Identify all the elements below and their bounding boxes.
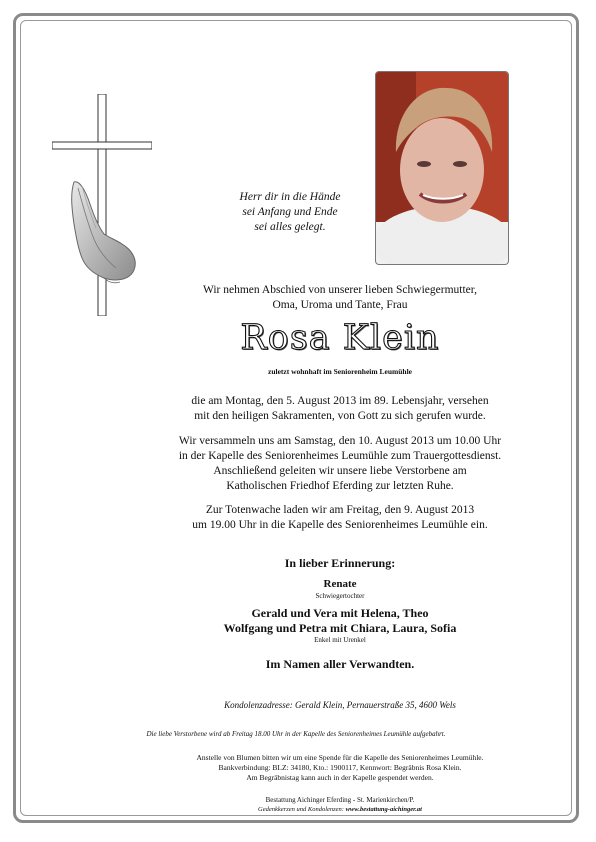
funeral-paragraph	[130, 434, 550, 494]
intro-line: Oma, Uroma und Tante, Frau	[272, 299, 408, 311]
verse-line: Herr dir in die Hände	[239, 191, 341, 203]
undertaker: Bestattung Aichinger Eferding - St. Marienkirchen/P.	[265, 796, 415, 804]
memory-title: In lieber Erinnerung:	[284, 556, 396, 570]
mourner-relation: Schwiegertochter	[315, 592, 365, 600]
intro	[130, 283, 550, 313]
donation-note	[130, 753, 550, 783]
intro-line: Wir nehmen Abschied von unserer lieben Schwiegermutter,	[202, 284, 478, 296]
text-line: Bankverbindung: BLZ: 34180, Kto.: 1900117, Kennwort: Begräbnis Rosa Klein.	[218, 763, 462, 772]
website-link[interactable]: www.bestattung-aichinger.at	[345, 806, 422, 813]
relatives-line: Im Namen aller Verwandten.	[265, 657, 415, 671]
wake-paragraph	[130, 503, 550, 533]
footer-online-label: Gedenkkerzen und Kondolenzen:	[258, 806, 344, 813]
text-line: Zur Totenwache laden wir am Freitag, den 9. August 2013	[205, 504, 475, 516]
text-line: Wir versammeln uns am Samstag, den 10. August 2013 um 10.00 Uhr	[178, 435, 502, 447]
family-line: Wolfgang und Petra mit Chiara, Laura, Sofia	[223, 621, 457, 635]
family-line: Gerald und Vera mit Helena, Theo	[251, 606, 429, 620]
text-line: Katholischen Friedhof Eferding zur letzten Ruhe.	[226, 480, 454, 492]
portrait-photo	[375, 71, 509, 265]
condolence-address: Kondolenzadresse: Gerald Klein, Pernauerstraße 35, 4600 Wels	[224, 700, 456, 710]
verse-line: sei alles gelegt.	[254, 221, 326, 233]
family-relation: Enkel mit Urenkel	[314, 636, 366, 644]
verse-line: sei Anfang und Ende	[242, 206, 338, 218]
footer-online	[130, 806, 550, 813]
text-line: mit den heiligen Sakramenten, von Gott zu sich gerufen wurde.	[194, 410, 486, 422]
text-line: Am Begräbnistag kann auch in der Kapelle gespendet werden.	[246, 773, 434, 782]
text-line: Anstelle von Blumen bitten wir um eine Spende für die Kapelle des Seniorenheimes Leumühle.	[196, 753, 484, 762]
praying-hands-icon	[64, 178, 140, 286]
text-line: Anschließend geleiten wir unsere liebe Verstorbene am	[213, 465, 467, 477]
deceased-name: Rosa Klein	[240, 318, 440, 358]
verse	[205, 190, 375, 235]
text-line: um 19.00 Uhr in die Kapelle des Seniorenheimes Leumühle ein.	[192, 519, 488, 531]
death-paragraph	[130, 394, 550, 424]
mourner-name: Renate	[323, 578, 357, 590]
viewing-note: Die liebe Verstorbene wird ab Freitag 18.00 Uhr in der Kapelle des Seniorenheimes Leumühle aufgebahrt.	[146, 730, 446, 738]
text-line: die am Montag, den 5. August 2013 im 89. Lebensjahr, versehen	[191, 395, 489, 407]
text-line: in der Kapelle des Seniorenheimes Leumühle zum Trauergottesdienst.	[178, 450, 502, 462]
residence: zuletzt wohnhaft im Seniorenheim Leumühle	[267, 367, 413, 376]
